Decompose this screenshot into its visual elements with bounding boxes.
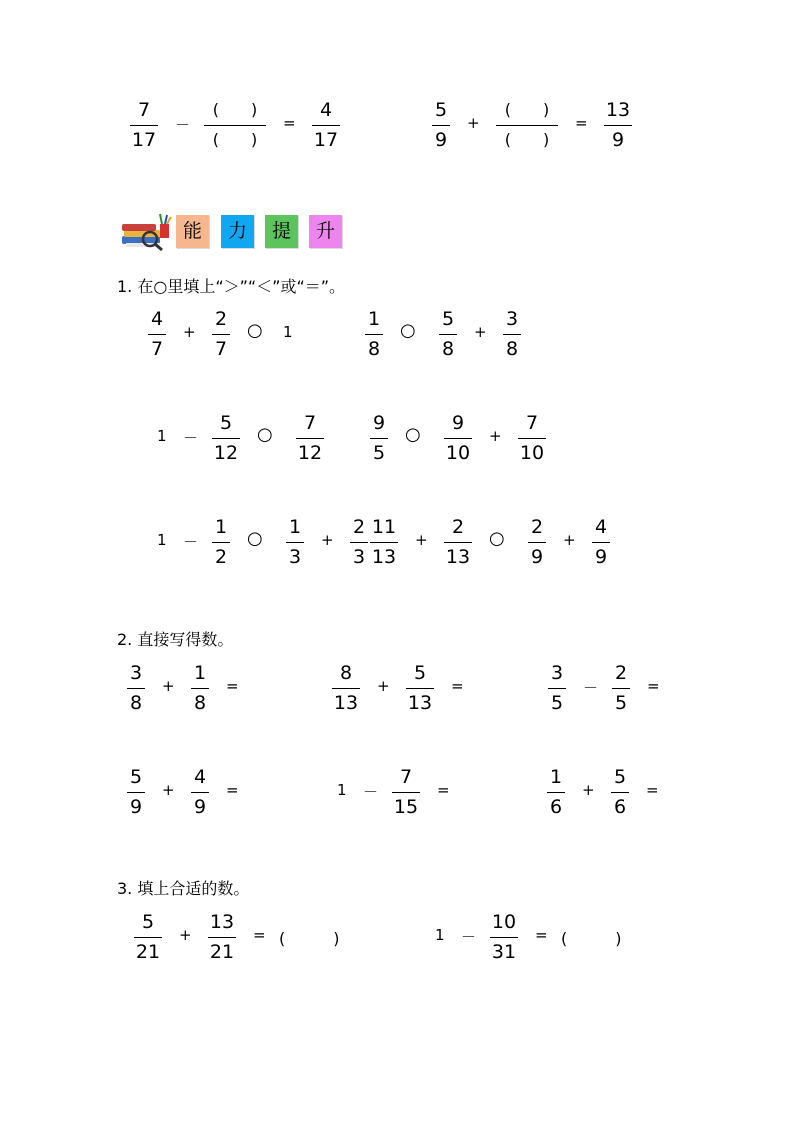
fraction-bar	[496, 125, 558, 126]
fraction-denominator: 9	[594, 546, 608, 568]
fraction-denominator: 9	[434, 129, 448, 151]
fraction-denominator: 3	[288, 546, 302, 568]
operator: +	[162, 677, 175, 695]
fraction-numerator: 9	[372, 412, 386, 434]
compare-circle[interactable]: ○	[257, 424, 273, 445]
fraction-bar	[490, 937, 518, 938]
fraction-numerator: 4	[193, 766, 207, 788]
fraction-numerator: 9	[451, 412, 465, 434]
fraction-numerator: 8	[339, 662, 353, 684]
fraction-denominator: 8	[505, 338, 519, 360]
whole-number: 1	[337, 781, 347, 799]
fraction-bar	[370, 438, 388, 439]
whole-number: 1	[157, 531, 167, 549]
fraction-numerator: 1	[367, 308, 381, 330]
fraction-bar	[208, 937, 236, 938]
fraction-numerator: 2	[214, 308, 228, 330]
fraction-numerator: 3	[129, 662, 143, 684]
operator: +	[474, 323, 487, 341]
fraction-denominator: 2	[214, 546, 228, 568]
fraction-numerator: 11	[371, 516, 397, 538]
fraction-denominator: 5	[614, 692, 628, 714]
operator: +	[321, 531, 334, 549]
fraction	[362, 305, 386, 365]
fraction-denominator: 6	[613, 796, 627, 818]
fraction-bar	[518, 438, 546, 439]
operator: －	[583, 679, 599, 697]
fraction	[436, 305, 460, 365]
fraction-bar	[444, 542, 472, 543]
fraction-bar	[191, 792, 209, 793]
banner-char-4: 升	[309, 215, 342, 248]
fraction	[293, 409, 327, 469]
fraction	[209, 513, 233, 573]
fraction-numerator: 5	[219, 412, 233, 434]
fraction	[124, 659, 148, 719]
fraction-denominator: ( )	[504, 130, 550, 149]
fraction	[145, 305, 169, 365]
fraction-denominator: 9	[530, 546, 544, 568]
fraction-denominator: 13	[407, 692, 433, 714]
fraction-bar	[604, 125, 632, 126]
section-2-heading: 2. 直接写得数。	[117, 630, 234, 649]
fraction-denominator: 6	[549, 796, 563, 818]
fraction-denominator: 8	[367, 338, 381, 360]
operator: +	[183, 323, 196, 341]
fraction-numerator: 2	[451, 516, 465, 538]
fraction-numerator: 2	[530, 516, 544, 538]
fraction-bar	[127, 792, 145, 793]
fraction-numerator: 3	[505, 308, 519, 330]
answer-blank[interactable]: ( )	[561, 929, 622, 948]
operator: －	[183, 429, 199, 447]
fraction	[309, 96, 343, 156]
fraction	[124, 763, 148, 823]
fraction-denominator: 3	[352, 546, 366, 568]
fraction-numerator: 4	[594, 516, 608, 538]
operator: +	[563, 531, 576, 549]
fraction	[188, 659, 212, 719]
fraction-numerator: 13	[209, 911, 235, 933]
fraction	[545, 659, 569, 719]
fraction	[205, 908, 239, 968]
fraction-bar	[130, 125, 158, 126]
fraction-numerator: 5	[613, 766, 627, 788]
blank-fraction[interactable]	[493, 96, 561, 156]
fraction-bar	[406, 688, 434, 689]
fraction-numerator: ( )	[212, 100, 258, 119]
fraction-numerator: 1	[214, 516, 228, 538]
fraction-denominator: 9	[611, 129, 625, 151]
banner-char-2: 力	[221, 215, 254, 248]
operator: =	[647, 677, 660, 695]
fraction-numerator: 5	[413, 662, 427, 684]
fraction-bar	[547, 792, 565, 793]
operator: －	[461, 928, 477, 946]
fraction	[367, 409, 391, 469]
operator: +	[582, 781, 595, 799]
fraction-numerator: 5	[129, 766, 143, 788]
operator: =	[575, 114, 588, 132]
books-icon	[120, 212, 172, 252]
fraction-bar	[612, 688, 630, 689]
operator: =	[437, 781, 450, 799]
fraction-numerator: 1	[288, 516, 302, 538]
fraction-bar	[212, 438, 240, 439]
fraction-bar	[312, 125, 340, 126]
fraction-denominator: 7	[214, 338, 228, 360]
fraction-bar	[370, 542, 398, 543]
operator: +	[162, 781, 175, 799]
fraction-bar	[134, 937, 162, 938]
fraction-bar	[432, 125, 450, 126]
fraction-bar	[548, 688, 566, 689]
fraction-denominator: 8	[193, 692, 207, 714]
fraction	[441, 409, 475, 469]
fraction-numerator: 3	[550, 662, 564, 684]
fraction	[283, 513, 307, 573]
operator: =	[226, 781, 239, 799]
fraction-numerator: 4	[150, 308, 164, 330]
operator: +	[377, 677, 390, 695]
operator: =	[451, 677, 464, 695]
fraction	[131, 908, 165, 968]
fraction-bar	[528, 542, 546, 543]
operator: =	[646, 781, 659, 799]
fraction-denominator: 17	[131, 129, 157, 151]
operator: +	[467, 114, 480, 132]
fraction-bar	[503, 334, 521, 335]
fraction-denominator: 5	[372, 442, 386, 464]
fraction-denominator: 10	[519, 442, 545, 464]
fraction-numerator: 7	[525, 412, 539, 434]
operator: －	[175, 116, 191, 134]
operator: =	[253, 926, 266, 944]
fraction-numerator: 10	[491, 911, 517, 933]
whole-number: 1	[435, 926, 445, 944]
fraction	[188, 763, 212, 823]
fraction-bar	[332, 688, 360, 689]
whole-number: 1	[283, 323, 293, 341]
fraction-numerator: 13	[605, 99, 631, 121]
fraction-denominator: 8	[129, 692, 143, 714]
fraction	[544, 763, 568, 823]
operator: =	[535, 926, 548, 944]
blank-fraction[interactable]	[201, 96, 269, 156]
fraction-bar	[592, 542, 610, 543]
compare-circle[interactable]: ○	[400, 320, 416, 341]
fraction-bar	[611, 792, 629, 793]
fraction-bar	[296, 438, 324, 439]
fraction-numerator: ( )	[504, 100, 550, 119]
operator: +	[489, 427, 502, 445]
fraction-bar	[127, 688, 145, 689]
fraction	[601, 96, 635, 156]
fraction-numerator: 2	[352, 516, 366, 538]
fraction-denominator: 8	[441, 338, 455, 360]
fraction-bar	[365, 334, 383, 335]
fraction-numerator: 7	[399, 766, 413, 788]
fraction-bar	[439, 334, 457, 335]
fraction-denominator: 7	[150, 338, 164, 360]
fraction-bar	[444, 438, 472, 439]
compare-circle[interactable]: ○	[247, 320, 263, 341]
fraction	[209, 409, 243, 469]
fraction	[127, 96, 161, 156]
fraction-bar	[212, 334, 230, 335]
fraction-numerator: 2	[614, 662, 628, 684]
fraction-denominator: 12	[213, 442, 239, 464]
fraction-numerator: 5	[141, 911, 155, 933]
fraction	[389, 763, 423, 823]
section-3-heading: 3. 填上合适的数。	[117, 879, 250, 898]
operator: +	[179, 926, 192, 944]
operator: =	[283, 114, 296, 132]
fraction-numerator: 1	[193, 662, 207, 684]
fraction-denominator: 21	[135, 941, 161, 963]
banner-char-1: 能	[176, 215, 209, 248]
fraction-denominator: 13	[445, 546, 471, 568]
fraction-denominator: 13	[333, 692, 359, 714]
fraction-numerator: 5	[434, 99, 448, 121]
fraction-numerator: 7	[303, 412, 317, 434]
fraction-numerator: 7	[137, 99, 151, 121]
operator: =	[226, 677, 239, 695]
operator: +	[415, 531, 428, 549]
fraction-numerator: 4	[319, 99, 333, 121]
fraction	[589, 513, 613, 573]
fraction-bar	[191, 688, 209, 689]
section-1-heading: 1. 在○里填上“＞”“＜”或“＝”。	[117, 277, 346, 296]
fraction-bar	[350, 542, 368, 543]
fraction-bar	[212, 542, 230, 543]
fraction	[209, 305, 233, 365]
fraction	[441, 513, 475, 573]
fraction	[609, 659, 633, 719]
whole-number: 1	[157, 427, 167, 445]
fraction-bar	[148, 334, 166, 335]
banner-char-3: 提	[265, 215, 298, 248]
fraction-denominator: 9	[129, 796, 143, 818]
fraction-denominator: 13	[371, 546, 397, 568]
fraction-numerator: 1	[549, 766, 563, 788]
operator: －	[183, 533, 199, 551]
compare-circle[interactable]: ○	[405, 424, 421, 445]
fraction-bar	[204, 125, 266, 126]
fraction-bar	[392, 792, 420, 793]
fraction-denominator: 17	[313, 129, 339, 151]
fraction-denominator: 31	[491, 941, 517, 963]
fraction-denominator: 12	[297, 442, 323, 464]
fraction	[525, 513, 549, 573]
operator: －	[363, 783, 379, 801]
compare-circle[interactable]: ○	[489, 528, 505, 549]
fraction	[608, 763, 632, 823]
compare-circle[interactable]: ○	[247, 528, 263, 549]
fraction-denominator: 5	[550, 692, 564, 714]
fraction-denominator: 9	[193, 796, 207, 818]
fraction	[367, 513, 401, 573]
fraction-bar	[286, 542, 304, 543]
fraction-denominator: 15	[393, 796, 419, 818]
answer-blank[interactable]: ( )	[279, 929, 340, 948]
fraction-numerator: 5	[441, 308, 455, 330]
fraction	[429, 96, 453, 156]
fraction	[515, 409, 549, 469]
fraction	[329, 659, 363, 719]
fraction-denominator: 10	[445, 442, 471, 464]
fraction	[500, 305, 524, 365]
fraction-denominator: 21	[209, 941, 235, 963]
fraction-denominator: ( )	[212, 130, 258, 149]
fraction	[487, 908, 521, 968]
fraction	[403, 659, 437, 719]
